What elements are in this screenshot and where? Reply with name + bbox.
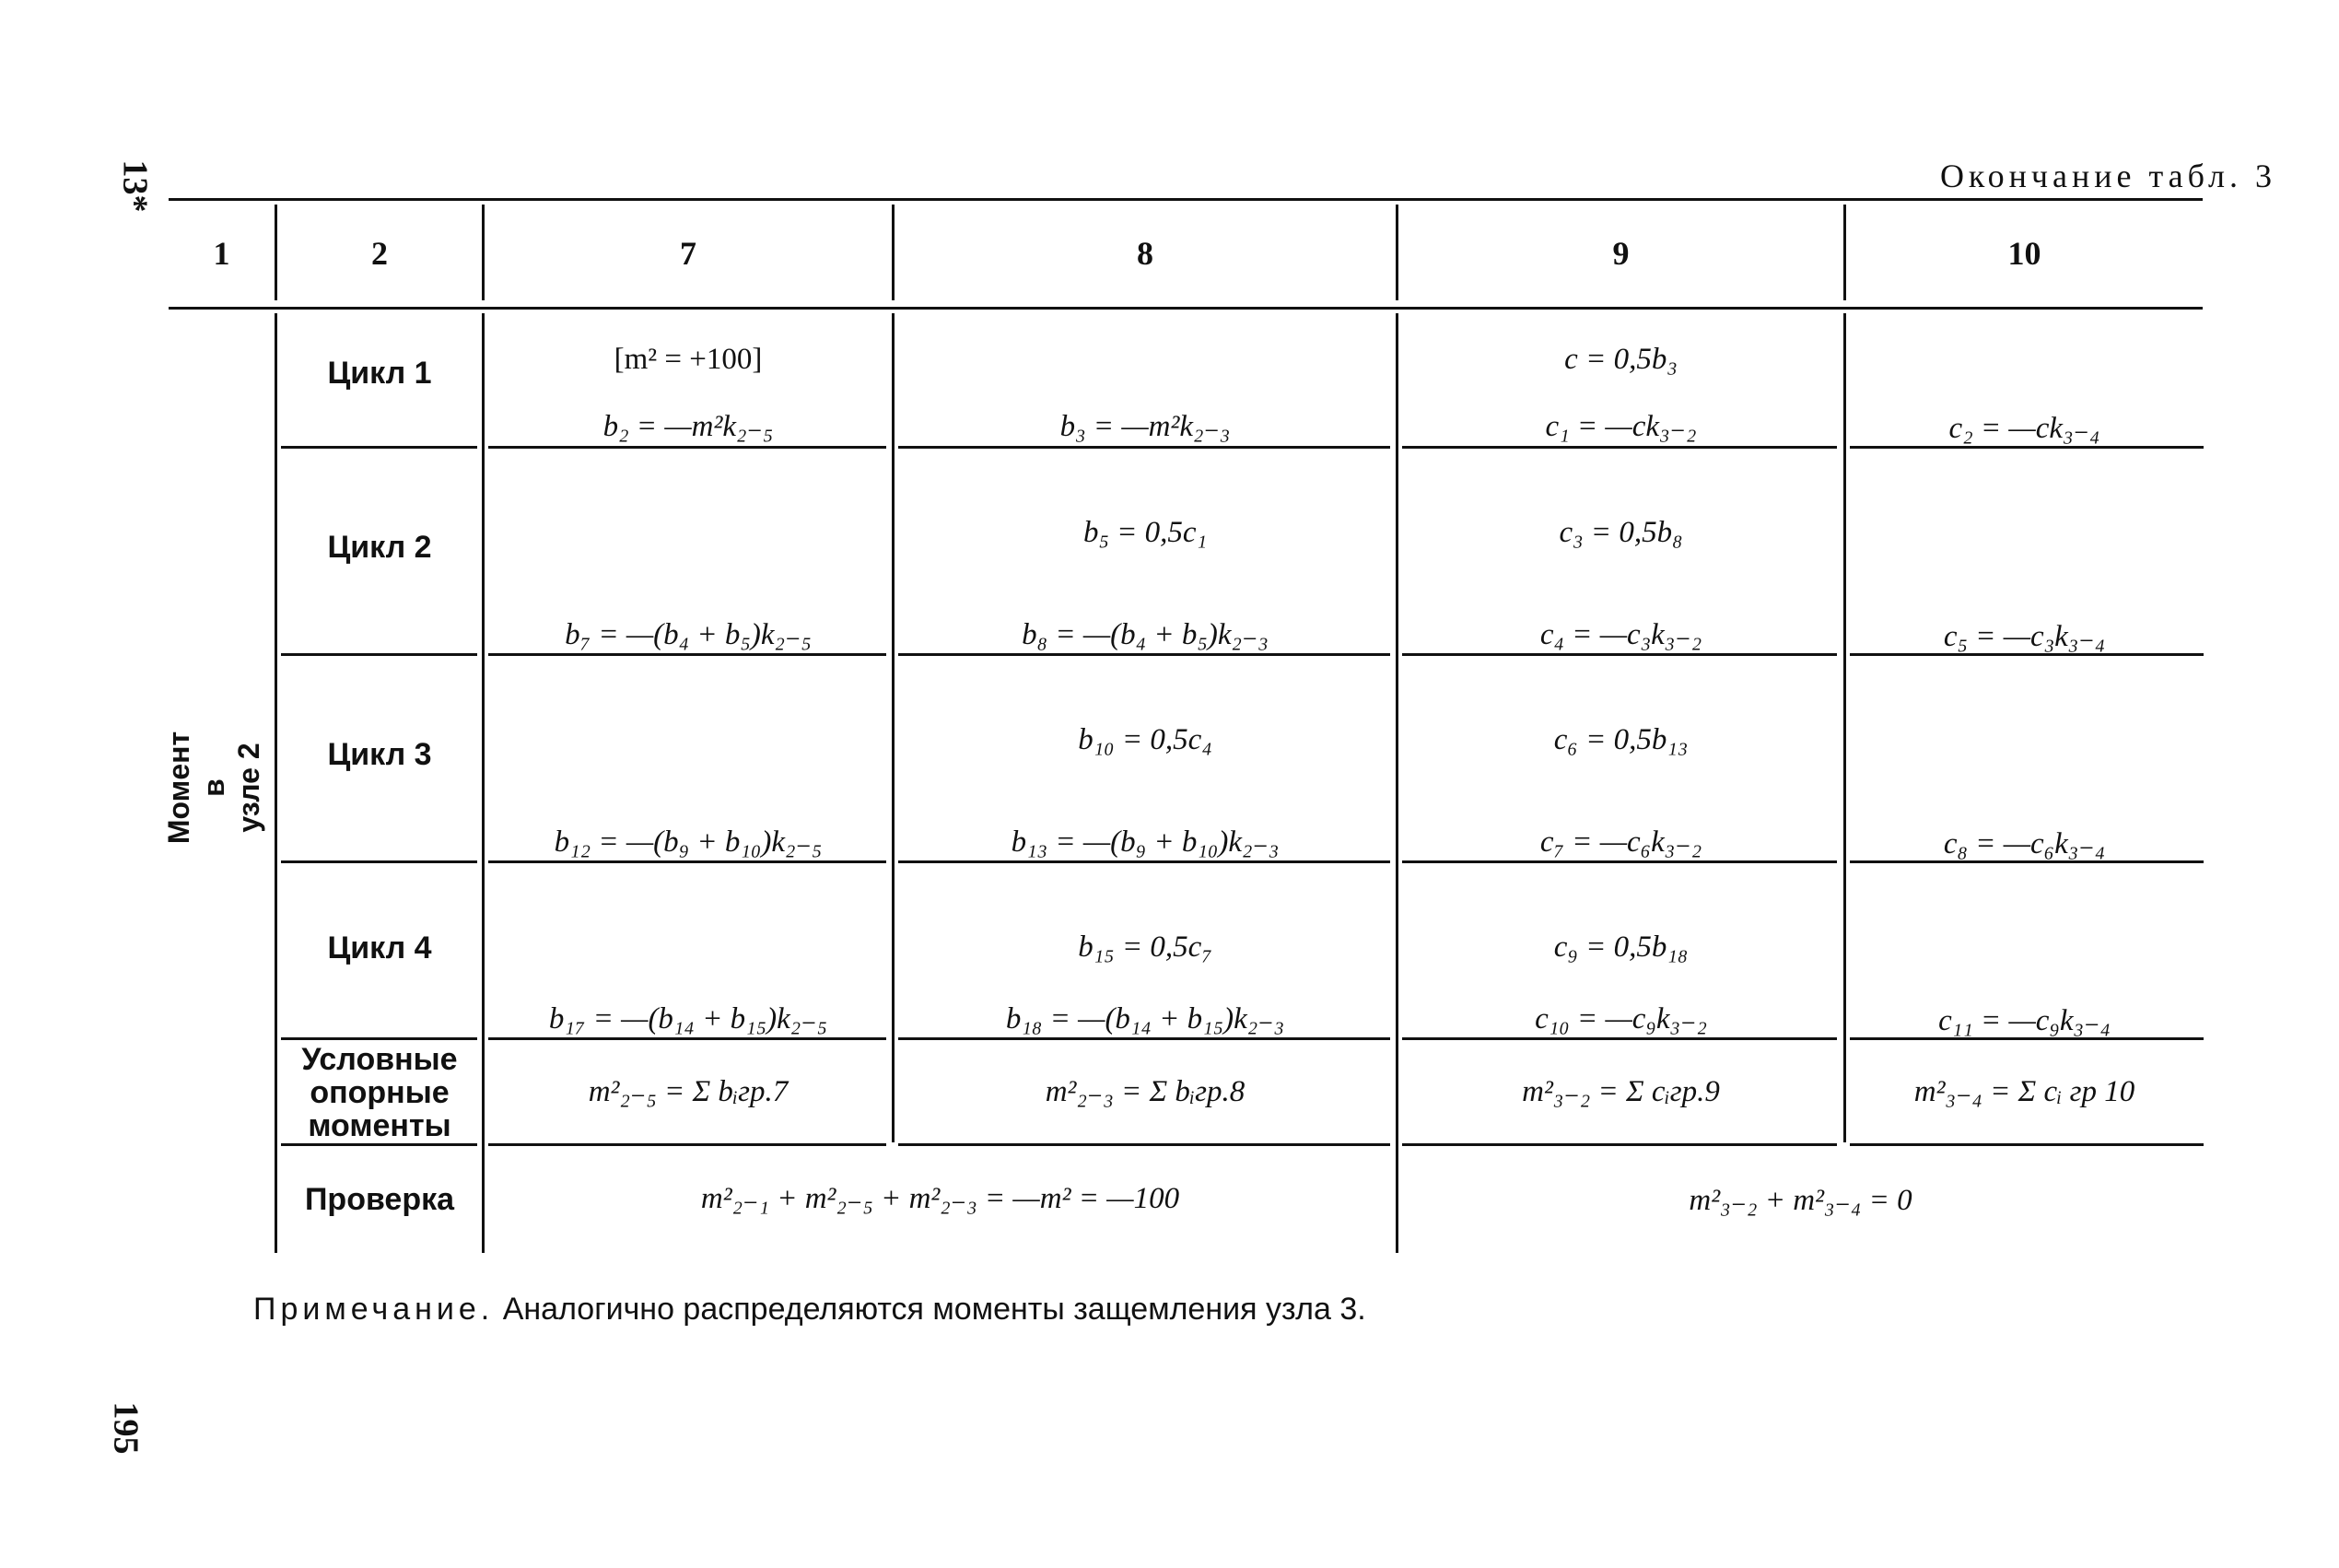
conditional-col8: m²₂₋₃ = Σ bᵢгр.8 bbox=[1045, 1075, 1246, 1108]
row-rule bbox=[1402, 1037, 1837, 1040]
cycle3-col8-bottom: b₁₃ = —(b₉ + b₁₀)k₂₋₃ bbox=[1011, 825, 1280, 859]
conditional-col7: m²₂₋₅ = Σ bᵢгр.7 bbox=[588, 1075, 789, 1108]
cycle1-col10-bottom: c₂ = —ck₃₋₄ bbox=[1948, 412, 2100, 445]
row-rule bbox=[1402, 446, 1837, 449]
check-left-formula: m²₂₋₁ + m²₂₋₅ + m²₂₋₃ = —m² = —100 bbox=[700, 1182, 1180, 1215]
cycle2-col7-bottom: b₇ = —(b₄ + b₅)k₂₋₅ bbox=[565, 618, 812, 651]
table-top-rule bbox=[169, 198, 2203, 201]
group-label-line1: Момент bbox=[162, 731, 195, 845]
group-label bbox=[161, 696, 281, 880]
row-rule bbox=[898, 1143, 1390, 1146]
conditional-label-line1: Условные bbox=[301, 1042, 458, 1077]
row-rule bbox=[1850, 446, 2204, 449]
cycle2-col8-bottom: b₈ = —(b₄ + b₅)k₂₋₃ bbox=[1022, 618, 1269, 651]
conditional-label-line3: моменты bbox=[308, 1108, 451, 1143]
note-prefix: Примечание. bbox=[253, 1292, 495, 1327]
column-header-7: 7 bbox=[680, 235, 696, 272]
cycle4-col8-top: b₁₅ = 0,5c₇ bbox=[1078, 930, 1212, 964]
row-label-cycle-3: Цикл 3 bbox=[327, 737, 432, 772]
row-rule bbox=[281, 1143, 477, 1146]
row-rule bbox=[488, 1037, 886, 1040]
row-rule bbox=[281, 860, 477, 863]
cycle1-col7-bottom: b₂ = —m²k₂₋₅ bbox=[602, 410, 774, 443]
check-right-formula: m²₃₋₂ + m²₃₋₄ = 0 bbox=[1689, 1184, 1912, 1217]
group-label-line2: в bbox=[197, 778, 230, 797]
cycle3-col10-bottom: c₈ = —c₆k₃₋₄ bbox=[1943, 827, 2106, 860]
row-rule bbox=[488, 446, 886, 449]
cycle3-col7-bottom: b₁₂ = —(b₉ + b₁₀)k₂₋₅ bbox=[554, 825, 823, 859]
row-label-cycle-1: Цикл 1 bbox=[327, 356, 432, 391]
col-rule bbox=[482, 313, 485, 1253]
header-bottom-rule bbox=[169, 307, 2203, 310]
row-label-check: Проверка bbox=[304, 1182, 455, 1217]
column-header-10: 10 bbox=[2007, 235, 2041, 272]
col-rule bbox=[1396, 313, 1398, 1253]
row-label-cycle-2: Цикл 2 bbox=[327, 530, 432, 565]
row-rule bbox=[898, 1037, 1390, 1040]
row-label-cycle-4: Цикл 4 bbox=[327, 930, 432, 965]
cycle4-col9-top: c₉ = 0,5b₁₈ bbox=[1553, 930, 1689, 964]
row-rule bbox=[1402, 860, 1837, 863]
row-rule bbox=[898, 860, 1390, 863]
conditional-label-line2: опорные bbox=[310, 1075, 450, 1110]
row-rule bbox=[281, 1037, 477, 1040]
cycle2-col10-bottom: c₅ = —c₃k₃₋₄ bbox=[1943, 620, 2106, 653]
cycle4-col8-bottom: b₁₈ = —(b₁₄ + b₁₅)k₂₋₃ bbox=[1005, 1002, 1285, 1036]
conditional-col9: m²₃₋₂ = Σ cᵢгр.9 bbox=[1522, 1075, 1720, 1108]
cycle2-col8-top: b₅ = 0,5c₁ bbox=[1082, 516, 1208, 549]
note-text: Аналогично распределяются моменты защемления узла 3. bbox=[502, 1292, 1366, 1327]
row-rule bbox=[1402, 1143, 1837, 1146]
table-note bbox=[253, 1292, 1366, 1328]
cycle1-col8-bottom: b₃ = —m²k₂₋₃ bbox=[1059, 410, 1231, 443]
cycle4-col9-bottom: c₁₀ = —c₉k₃₋₂ bbox=[1535, 1002, 1707, 1036]
row-rule bbox=[488, 860, 886, 863]
margin-page-number-bottom: 195 bbox=[106, 1401, 146, 1455]
column-header-8: 8 bbox=[1137, 235, 1153, 272]
column-header-2: 2 bbox=[371, 235, 388, 272]
cycle4-col10-bottom: c₁₁ = —c₉k₃₋₄ bbox=[1938, 1004, 2111, 1037]
row-rule bbox=[1850, 1143, 2204, 1146]
row-label-conditional bbox=[277, 1043, 482, 1142]
cycle3-col8-top: b₁₀ = 0,5c₄ bbox=[1078, 723, 1212, 756]
margin-page-number-top: 13* bbox=[115, 159, 155, 213]
cycle1-col7-top: [m² = +100] bbox=[614, 343, 763, 376]
cycle1-col9-top: c = 0,5b₃ bbox=[1564, 343, 1678, 376]
table-caption: Окончание табл. 3 bbox=[1939, 158, 2276, 194]
cycle3-col9-bottom: c₇ = —c₆k₃₋₂ bbox=[1539, 825, 1702, 859]
cycle2-col9-bottom: c₄ = —c₃k₃₋₂ bbox=[1539, 618, 1702, 651]
cycle3-col9-top: c₆ = 0,5b₁₃ bbox=[1553, 723, 1689, 756]
row-rule bbox=[281, 653, 477, 656]
group-label-line3: узле 2 bbox=[232, 743, 265, 833]
cycle4-col7-bottom: b₁₇ = —(b₁₄ + b₁₅)k₂₋₅ bbox=[548, 1002, 828, 1036]
row-rule bbox=[898, 446, 1390, 449]
row-rule bbox=[488, 1143, 886, 1146]
row-rule bbox=[1402, 653, 1837, 656]
row-rule bbox=[898, 653, 1390, 656]
column-header-1: 1 bbox=[213, 235, 230, 272]
column-header-9: 9 bbox=[1612, 235, 1630, 272]
cycle1-col9-bottom: c₁ = —ck₃₋₂ bbox=[1545, 410, 1697, 443]
conditional-col10: m²₃₋₄ = Σ cᵢ гр 10 bbox=[1913, 1075, 2135, 1108]
row-rule bbox=[281, 446, 477, 449]
row-rule bbox=[488, 653, 886, 656]
cycle2-col9-top: c₃ = 0,5b₈ bbox=[1559, 516, 1683, 549]
